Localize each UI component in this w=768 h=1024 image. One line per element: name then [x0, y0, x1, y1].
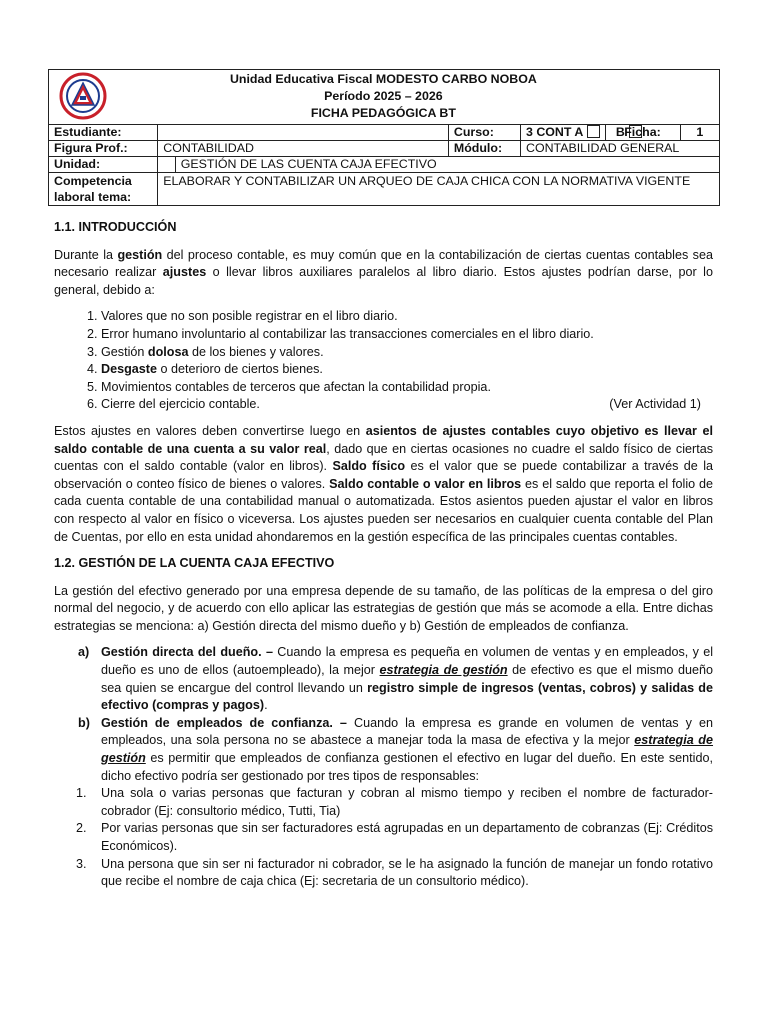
intro-text-3: o llevar libros auxiliares paralelos al libro diario. Estos ajustes podrían darse, por lo general, debido a: — [54, 265, 713, 297]
strategy-a-emphasis: estrategia de gestión — [379, 663, 508, 678]
list-marker: b) — [78, 715, 90, 730]
school-seal-icon — [59, 72, 107, 120]
school-name: Unidad Educativa Fiscal MODESTO CARBO NOBOA — [229, 72, 537, 86]
strategy-a-title: Gestión directa del dueño. – — [101, 645, 273, 660]
list-item — [101, 344, 713, 362]
list-item — [54, 715, 713, 785]
unidad-value: GESTIÓN DE LAS CUENTA CAJA EFECTIVO — [175, 157, 719, 173]
list-item: 2. Error humano involuntario al contabilizar las transacciones comerciales en el libro diario. — [101, 326, 713, 344]
student-value — [158, 125, 449, 141]
strategy-b-text-1: Cuando la empresa es grande en volumen de ventas y en empleados, una sola persona no se abastece a manejar toda la masa de efectiva y la mejor — [101, 715, 713, 748]
item4-bold: Desgaste — [101, 362, 158, 377]
unidad-label: Unidad: — [49, 157, 158, 173]
list-item — [54, 644, 713, 714]
p2-bold-2: Saldo físico — [332, 459, 406, 474]
adjustment-reasons-list — [54, 308, 713, 414]
intro-text-2: del proceso contable, es muy común que en la contabilización de ciertas cuentas contables sea necesario realizar — [54, 247, 713, 280]
p2-text-3: es el valor que se puede contabilizar a través de la observación o conteo físico de bienes o valores. — [54, 459, 714, 491]
list-marker: 1. — [76, 786, 87, 801]
list-item: 1. Valores que no son posible registrar en el libro diario. — [101, 308, 713, 326]
modulo-value: CONTABILIDAD GENERAL — [521, 141, 720, 157]
school-period: Período 2025 – 2026 — [324, 89, 443, 103]
strategy-a-bold: registro simple de ingresos (ventas, cobros) y salidas de efectivo (compras y pagos) — [101, 680, 713, 713]
sheet-title: FICHA PEDAGÓGICA BT — [310, 106, 456, 120]
course-a-checkbox — [587, 125, 600, 138]
ficha-label: Ficha: — [606, 125, 680, 141]
p2-bold-1: asientos de ajustes contables cuyo objetivo es llevar el saldo contable de una cuenta a su valor real — [54, 423, 713, 456]
list-item — [54, 856, 713, 891]
list-marker: 3. — [76, 856, 87, 871]
responsible-type-2: Por varias personas que sin ser facturadores está agrupadas en un departamento de cobranzas (Ej: Créditos Económicos). — [101, 821, 713, 853]
item3-text-c: de los bienes y valores. — [188, 344, 324, 359]
list-item: 5. Movimientos contables de terceros que afectan la contabilidad propia. — [101, 379, 713, 397]
responsible-type-1: Una sola o varias personas que facturan y cobran al mismo tiempo y reciben el nombre de facturador-cobrador (Ej: consultorio médico, Tutti, Tia) — [101, 786, 713, 818]
strategy-a-text-1: Cuando la empresa es pequeña en volumen de ventas y en empleados, y el dueño es uno de ellos (autoempleado), la mejor — [101, 645, 714, 678]
course-b: B — [615, 125, 625, 139]
document-body — [54, 219, 713, 891]
list-item — [54, 820, 713, 855]
competencia-value: ELABORAR Y CONTABILIZAR UN ARQUEO DE CAJA CHICA CON LA NORMATIVA VIGENTE — [158, 173, 720, 206]
responsible-types-list — [54, 785, 713, 891]
course-value — [521, 125, 625, 141]
cash-intro-paragraph: La gestión del efectivo generado por una empresa depende de su tamaño, de las políticas de la empresa o del giro normal del negocio, y de acuerdo con ello aplicar las estrategias de gestión que más se acomode a ella. Entre dichas estrategias se menciona: a) Gestión directa del mismo dueño y b) Gestión de empleados de confianza. — [54, 583, 713, 633]
list-item — [54, 785, 713, 820]
unidad-spacer — [158, 157, 175, 173]
section-title-intro: 1.1. INTRODUCCIÓN — [54, 220, 177, 234]
section-title-cash: 1.2. GESTIÓN DE LA CUENTA CAJA EFECTIVO — [54, 556, 335, 571]
responsible-type-3: Una persona que sin ser ni facturador ni cobrador, se le ha asignado la función de manejar un fondo rotativo que recibe el nombre de caja chica (Ej: secretaria de un consultorio médico). — [101, 856, 713, 889]
intro-bold-1: gestión — [117, 247, 163, 262]
header-table — [48, 69, 720, 206]
item6-text: Cierre del ejercicio contable. — [101, 397, 260, 412]
strategy-list — [54, 644, 713, 785]
strategy-b-title: Gestión de empleados de confianza. – — [101, 715, 347, 730]
intro-paragraph — [54, 247, 713, 300]
p2-text-2: , dado que en ciertas ocasiones no cuadre el saldo físico de ciertas cuentas con el saldo contable (valor en libros). — [54, 441, 713, 474]
list-marker: 2. — [76, 821, 87, 836]
strategy-b-emphasis: estrategia de gestión — [101, 733, 714, 766]
course-a: 3 CONT A — [526, 125, 584, 139]
adjustments-paragraph — [54, 423, 713, 546]
course-label: Curso: — [448, 125, 520, 141]
list-item — [101, 361, 713, 379]
competencia-label: Competencia laboral tema: — [49, 173, 158, 206]
item3-bold: dolosa — [147, 344, 189, 359]
intro-text-1: Durante la — [54, 247, 118, 262]
intro-bold-2: ajustes — [162, 265, 207, 280]
p2-text-4: es el saldo que reporta el folio de cada cuenta contable de una contabilidad manual o automatizada. Estos asientos pueden ajustar el valor en libros con respecto al valor en físico o viceversa. Los ajustes pueden ser necesarios en cualquier cuenta contable del Plan de Cuentas, por ello en esta unidad ahondaremos en la gestión específica de las principales cuentas contables. — [54, 476, 714, 544]
item4-text: o deterioro de ciertos bienes. — [157, 362, 323, 377]
strategy-a-text-2: de efectivo es que el mismo dueño sea quien se encargue del control llevando un — [101, 663, 713, 695]
activity-reference: (Ver Actividad 1) — [609, 397, 701, 412]
strategy-a-text-3: . — [264, 698, 268, 713]
list-item — [101, 396, 713, 414]
figura-value: CONTABILIDAD — [158, 141, 449, 157]
ficha-value: 1 — [680, 125, 719, 141]
modulo-label: Módulo: — [448, 141, 520, 157]
header-title-cell — [158, 70, 720, 125]
list-marker: a) — [78, 645, 90, 660]
p2-text-1: Estos ajustes en valores deben convertirse luego en — [54, 423, 366, 438]
figura-label: Figura Prof.: — [49, 141, 158, 157]
item3-text-a: Gestión — [101, 344, 148, 359]
p2-bold-3: Saldo contable o valor en libros — [329, 476, 522, 491]
student-label: Estudiante: — [49, 125, 158, 141]
strategy-b-text-2: es permitir que empleados de confianza gestionen el efectivo en lugar del dueño. En este sentido, dicho efectivo podría ser gestionado por tres tipos de responsables: — [101, 751, 713, 783]
